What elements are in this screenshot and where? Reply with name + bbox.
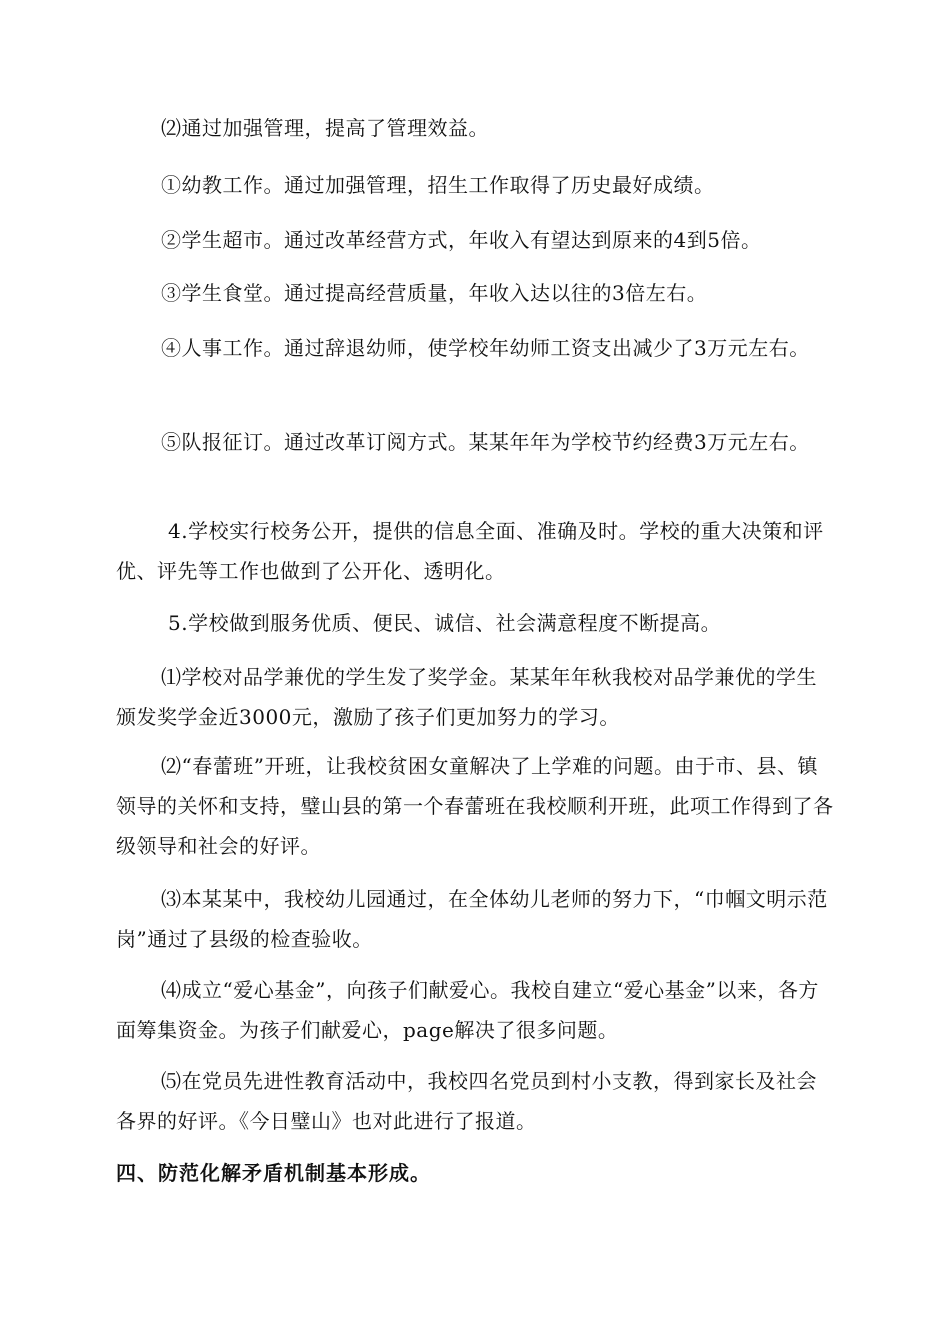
- paragraph-quality-service: 5.学校做到服务优质、便民、诚信、社会满意程度不断提高。: [168, 611, 722, 635]
- paragraph-chunlei-class: ⑵“春蕾班”开班，让我校贫困女童解决了上学难的问题。由于市、县、镇领导的关怀和支持，璧山县的第一个春蕾班在我校顺利开班，此项工作得到了各级领导和社会的好评。: [116, 754, 834, 858]
- paragraph-management-efficiency: ⑵通过加强管理，提高了管理效益。: [161, 116, 489, 140]
- paragraph-party-member-education: ⑸在党员先进性教育活动中，我校四名党员到村小支教，得到家长及社会各界的好评。《今日璧山》也对此进行了报道。: [116, 1069, 817, 1133]
- section-heading: 四、防范化解矛盾机制基本形成。: [116, 1161, 431, 1185]
- paragraph-school-affairs-open: 4.学校实行校务公开，提供的信息全面、准确及时。学校的重大决策和评优、评先等工作也做到了公开化、透明化。: [116, 519, 824, 583]
- paragraph-personnel-work: ④人事工作。通过辞退幼师，使学校年幼师工资支出减少了3万元左右。: [161, 336, 810, 360]
- paragraph-preschool-work: ①幼教工作。通过加强管理，招生工作取得了历史最好成绩。: [161, 173, 715, 197]
- paragraph-love-fund: ⑷成立“爱心基金”，向孩子们献爱心。我校自建立“爱心基金”以来，各方面筹集资金。为孩子们献爱心，page解决了很多问题。: [116, 978, 819, 1042]
- paragraph-student-supermarket: ②学生超市。通过改革经营方式，年收入有望达到原来的4到5倍。: [161, 228, 762, 252]
- paragraph-kindergarten-honor: ⑶本某某中，我校幼儿园通过，在全体幼儿老师的努力下，“巾帼文明示范岗”通过了县级的检查验收。: [116, 887, 828, 951]
- paragraph-student-canteen: ③学生食堂。通过提高经营质量，年收入达以往的3倍左右。: [161, 281, 708, 305]
- paragraph-scholarship: ⑴学校对品学兼优的学生发了奖学金。某某年年秋我校对品学兼优的学生颁发奖学金近3000元，激励了孩子们更加努力的学习。: [116, 665, 817, 729]
- paragraph-newspaper-subscription: ⑤队报征订。通过改革订阅方式。某某年年为学校节约经费3万元左右。: [161, 430, 810, 454]
